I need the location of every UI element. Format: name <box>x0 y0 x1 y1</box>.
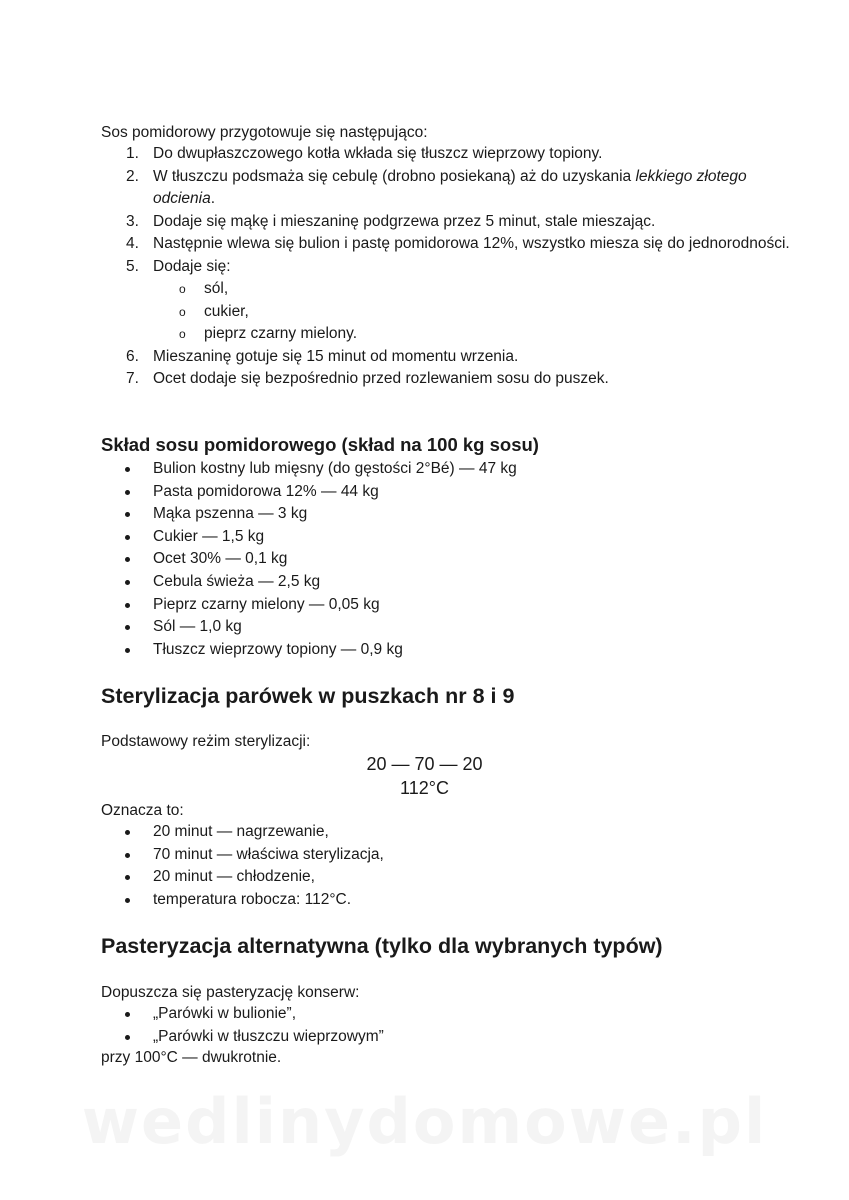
step-2: 2. W tłuszczu podsmaża się cebulę (drobno posiekaną) aż do uzyskania lekkiego złotego odcienia. <box>126 167 747 207</box>
sterilization-temperature: 112°C <box>400 778 449 798</box>
step-3: 3. Dodaje się mąkę i mieszaninę podgrzewa przez 5 minut, stale mieszając. <box>126 212 656 230</box>
list-item: Cukier — 1,5 kg <box>101 526 517 549</box>
watermark: wedlinydomowe.pl <box>81 1085 768 1158</box>
pasteurization-intro: Dopuszcza się pasteryzację konserw: <box>101 984 360 1001</box>
list-item: 20 minut — nagrzewanie, <box>101 821 384 844</box>
step-5-sublist <box>153 278 793 346</box>
bullet-icon <box>125 557 130 562</box>
pasteurization-list <box>101 1003 384 1048</box>
sterilization-formula: 20 — 70 — 20 <box>366 754 483 774</box>
sterilization-heading: Sterylizacja parówek w puszkach nr 8 i 9 <box>101 684 515 708</box>
bullet-icon <box>125 1012 130 1017</box>
bullet-icon <box>125 535 130 540</box>
bullet-icon <box>125 467 130 472</box>
list-item: Tłuszcz wieprzowy topiony — 0,9 kg <box>101 639 517 662</box>
bullet-icon <box>125 830 130 835</box>
list-item: „Parówki w bulionie”, <box>101 1003 384 1026</box>
list-item: Ocet 30% — 0,1 kg <box>101 548 517 571</box>
step-6: 6. Mieszaninę gotuje się 15 minut od momentu wrzenia. <box>126 347 519 365</box>
emphasis-text: lekkiego złotego odcienia <box>153 167 747 207</box>
circle-bullet-icon: o <box>179 304 186 319</box>
list-item: „Parówki w tłuszczu wieprzowym” <box>101 1026 384 1049</box>
bullet-icon <box>125 648 130 653</box>
bullet-icon <box>125 1035 130 1040</box>
list-item: Sól — 1,0 kg <box>101 616 517 639</box>
intro-text: Sos pomidorowy przygotowuje się następująco: <box>101 124 428 141</box>
circle-bullet-icon: o <box>179 327 186 341</box>
circle-bullet-icon: o <box>179 282 186 296</box>
step-4: 4. Następnie wlewa się bulion i pastę pomidorowa 12%, wszystko miesza się do jednorodności. <box>126 235 790 252</box>
bullet-icon <box>125 875 130 880</box>
step-1: 1. Do dwupłaszczowego kotła wkłada się tłuszcz wieprzowy topiony. <box>126 145 603 162</box>
list-item: 70 minut — właściwa sterylizacja, <box>101 844 384 867</box>
sub-item: o sól, <box>101 278 744 301</box>
bullet-icon <box>125 490 130 495</box>
composition-heading: Skład sosu pomidorowego (skład na 100 kg sosu) <box>101 434 539 455</box>
bullet-icon <box>125 898 130 903</box>
pasteurization-heading: Pasteryzacja alternatywna (tylko dla wybranych typów) <box>101 934 663 958</box>
list-item: Mąka pszenna — 3 kg <box>101 503 517 526</box>
bullet-icon <box>125 580 130 585</box>
preparation-steps <box>101 143 793 391</box>
composition-list <box>101 458 517 661</box>
sub-item: o cukier, <box>101 301 744 324</box>
bullet-icon <box>125 512 130 517</box>
list-item: temperatura robocza: 112°C. <box>101 889 384 912</box>
pasteurization-outro: przy 100°C — dwukrotnie. <box>101 1049 282 1066</box>
step-5: 5. Dodaje się: o sól, o cukier, o pieprz czarny mielony. <box>101 256 793 346</box>
sub-item: o pieprz czarny mielony. <box>101 323 744 346</box>
step-7: 7. Ocet dodaje się bezpośrednio przed rozlewaniem sosu do puszek. <box>126 370 609 387</box>
sterilization-list <box>101 821 384 911</box>
list-item: Cebula świeża — 2,5 kg <box>101 571 517 594</box>
list-item: Pasta pomidorowa 12% — 44 kg <box>101 481 517 504</box>
list-item: Pieprz czarny mielony — 0,05 kg <box>101 594 517 617</box>
list-item: 20 minut — chłodzenie, <box>101 866 384 889</box>
list-item: Bulion kostny lub mięsny (do gęstości 2°Bé) — 47 kg <box>101 458 517 481</box>
bullet-icon <box>125 853 130 858</box>
means-label: Oznacza to: <box>101 802 184 819</box>
sterilization-intro: Podstawowy reżim sterylizacji: <box>101 733 311 750</box>
bullet-icon <box>125 603 130 608</box>
bullet-icon <box>125 625 130 630</box>
